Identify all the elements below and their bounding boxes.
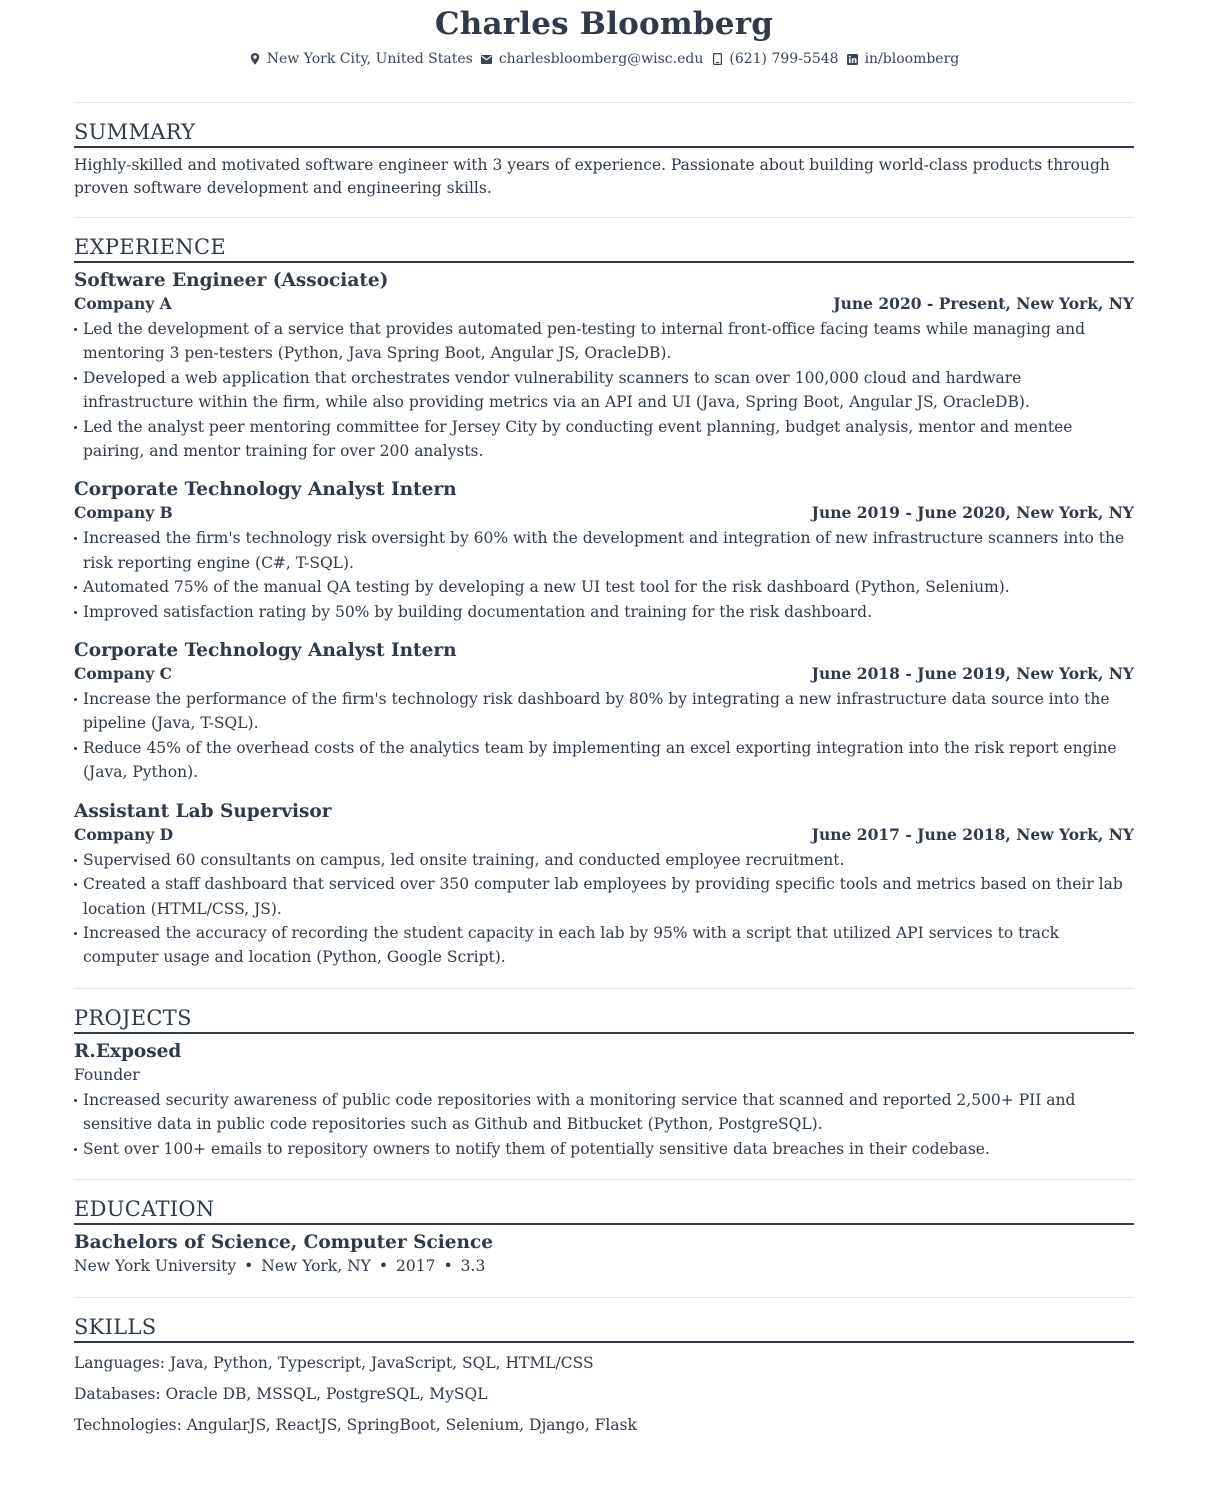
- linkedin-icon: [847, 53, 859, 65]
- bullet-item: Increased the firm's technology risk oversight by 60% with the development and integration of new infrastructure scanners into the risk reporting engine (C#, T-SQL).: [74, 526, 1134, 575]
- project-role: Founder: [74, 1065, 140, 1084]
- education-degree: Bachelors of Science, Computer Science: [74, 1231, 494, 1253]
- job-title: Corporate Technology Analyst Intern: [74, 640, 457, 662]
- phone-link[interactable]: (621) 799-5548: [729, 51, 839, 67]
- education-year: 2017: [396, 1256, 436, 1275]
- job-entry: [74, 800, 1134, 970]
- separator: •: [378, 1256, 389, 1275]
- candidate-name: Charles Bloomberg: [434, 6, 774, 42]
- bullet-item: Increase the performance of the firm's technology risk dashboard by 80% by integrating a new infrastructure data source into the pipeline (Java, T-SQL).: [74, 687, 1134, 736]
- skill-line-languages: Languages: Java, Python, Typescript, JavaScript, SQL, HTML/CSS: [74, 1353, 594, 1372]
- job-dates-location: June 2019 - June 2020, New York, NY: [811, 503, 1134, 523]
- job-entry: [74, 478, 1134, 624]
- education-location: New York, NY: [261, 1256, 371, 1275]
- contact-email[interactable]: [481, 48, 704, 70]
- resume-page: [74, 0, 1134, 1436]
- job-title: Assistant Lab Supervisor: [74, 800, 332, 822]
- bullet-item: Improved satisfaction rating by 50% by building documentation and training for the risk dashboard.: [74, 600, 1134, 624]
- bullet-item: Automated 75% of the manual QA testing by developing a new UI test tool for the risk dashboard (Python, Selenium).: [74, 575, 1134, 599]
- job-dates-location: June 2020 - Present, New York, NY: [833, 294, 1134, 313]
- bullet-item: Increased the accuracy of recording the student capacity in each lab by 95% with a script that utilized API services to track computer usage and location (Python, Google Script).: [74, 921, 1134, 970]
- summary-section: [74, 119, 1134, 200]
- section-title-skills: SKILLS: [74, 1314, 1134, 1343]
- divider: [74, 102, 1134, 103]
- education-details: [74, 1255, 1134, 1277]
- job-subheader: [74, 663, 1134, 685]
- separator: •: [244, 1256, 254, 1275]
- divider: [74, 217, 1134, 218]
- summary-text: Highly-skilled and motivated software engineer with 3 years of experience. Passionate about building world-class products through proven software development and engineering skills.: [74, 156, 1110, 197]
- contact-bar: [74, 48, 1134, 70]
- job-company: Company A: [74, 294, 172, 313]
- section-title-experience: EXPERIENCE: [74, 234, 1134, 263]
- skills-section: [74, 1314, 1134, 1436]
- project-name: R.Exposed: [74, 1040, 182, 1062]
- divider: [74, 988, 1134, 989]
- job-company: Company B: [74, 503, 173, 523]
- job-company: Company C: [74, 664, 172, 684]
- job-entry: [74, 269, 1134, 463]
- bullet-item: Created a staff dashboard that serviced over 350 computer lab employees by providing specific tools and metrics based on their lab location (HTML/CSS, JS).: [74, 872, 1134, 921]
- job-subheader: [74, 502, 1134, 524]
- divider: [74, 1179, 1134, 1180]
- bullet-item: Developed a web application that orchestrates vendor vulnerability scanners to scan over 100,000 cloud and hardware infrastructure within the firm, while also providing metrics via an API and UI (Java, Spring Boot, Angular JS, OracleDB).: [74, 366, 1134, 415]
- section-title-education: EDUCATION: [74, 1196, 1134, 1225]
- contact-location: [249, 48, 473, 70]
- education-school: New York University: [74, 1256, 237, 1275]
- job-bullets: [74, 687, 1134, 785]
- contact-phone[interactable]: [711, 48, 838, 70]
- bullet-item: Reduce 45% of the overhead costs of the analytics team by implementing an excel exporting integration into the risk report engine (Java, Python).: [74, 736, 1134, 785]
- job-bullets: [74, 317, 1134, 463]
- skill-line-databases: Databases: Oracle DB, MSSQL, PostgreSQL, MySQL: [74, 1384, 488, 1403]
- divider: [74, 1297, 1134, 1298]
- email-link[interactable]: charlesbloomberg@wisc.edu: [498, 51, 704, 67]
- job-dates-location: June 2018 - June 2019, New York, NY: [811, 664, 1134, 684]
- bullet-item: Increased security awareness of public code repositories with a monitoring service that scanned and reported 2,500+ PII and sensitive data in public code repositories such as Github and Bitbucket (Python, PostgreSQL).: [74, 1088, 1134, 1137]
- job-bullets: [74, 526, 1134, 624]
- education-gpa: 3.3: [460, 1256, 486, 1275]
- section-title-projects: PROJECTS: [74, 1005, 1134, 1034]
- job-title: Corporate Technology Analyst Intern: [74, 479, 457, 501]
- job-entry: [74, 639, 1134, 785]
- bullet-item: Sent over 100+ emails to repository owners to notify them of potentially sensitive data breaches in their codebase.: [74, 1137, 1134, 1161]
- location-text: New York City, United States: [266, 51, 473, 67]
- phone-icon: [711, 53, 723, 65]
- project-subheader: [74, 1064, 1134, 1086]
- contact-linkedin[interactable]: [847, 48, 960, 70]
- location-pin-icon: [249, 53, 261, 65]
- bullet-item: Led the analyst peer mentoring committee for Jersey City by conducting event planning, budget analysis, mentor and mentee pairing, and mentor training for over 200 analysts.: [74, 415, 1134, 464]
- job-dates-location: June 2017 - June 2018, New York, NY: [811, 824, 1134, 844]
- project-entry: [74, 1040, 1134, 1161]
- education-section: [74, 1196, 1134, 1277]
- job-subheader: [74, 293, 1134, 315]
- mail-icon: [481, 53, 493, 65]
- job-company: Company D: [74, 824, 174, 844]
- bullet-item: Led the development of a service that provides automated pen-testing to internal front-office facing teams while managing and mentoring 3 pen-testers (Python, Java Spring Boot, Angular JS, OracleDB).: [74, 317, 1134, 366]
- experience-section: [74, 234, 1134, 970]
- project-bullets: [74, 1088, 1134, 1161]
- job-subheader: [74, 824, 1134, 846]
- job-bullets: [74, 848, 1134, 970]
- section-title-summary: SUMMARY: [74, 119, 1134, 148]
- job-title: Software Engineer (Associate): [74, 270, 389, 291]
- separator: •: [443, 1256, 453, 1275]
- linkedin-link[interactable]: in/bloomberg: [864, 51, 960, 67]
- bullet-item: Supervised 60 consultants on campus, led onsite training, and conducted employee recruitment.: [74, 848, 1134, 872]
- projects-section: [74, 1005, 1134, 1161]
- skill-line-technologies: Technologies: AngularJS, ReactJS, SpringBoot, Selenium, Django, Flask: [74, 1415, 637, 1434]
